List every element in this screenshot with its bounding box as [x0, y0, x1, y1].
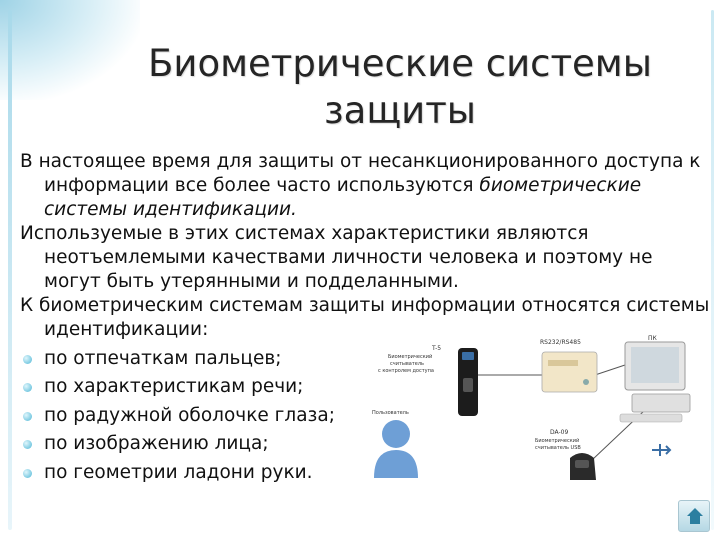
- list-item-text: по изображению лица;: [44, 433, 269, 454]
- computer-icon: [620, 342, 690, 422]
- paragraph-1-emphasis: биометрические системы идентификации.: [44, 175, 642, 220]
- da-desc-2: считыватель USB: [535, 445, 581, 451]
- list-item-text: по отпечаткам пальцев;: [44, 347, 282, 369]
- bullet-dot-icon: [23, 355, 32, 364]
- usb-icon: [652, 444, 670, 456]
- bullet-dot-icon: [23, 412, 32, 421]
- user-label: Пользователь: [372, 410, 409, 416]
- list-item-text: по характеристикам речи;: [44, 376, 304, 397]
- slide-title: [90, 40, 710, 134]
- list-item-text: по геометрии ладони руки.: [44, 461, 313, 483]
- usb-fingerprint-reader: [570, 453, 596, 480]
- t5-desc-2: считыватель: [390, 361, 424, 367]
- paragraph-1-text: В настоящее время для защиты от несанкционированного доступа к информации все более часто используются: [20, 151, 701, 196]
- fingerprint-reader-t5: [458, 348, 478, 416]
- left-decorative-rule: [8, 10, 12, 530]
- da-label: DA-09: [550, 429, 569, 436]
- rs-converter: [542, 352, 597, 392]
- pc-label: ПК: [648, 335, 657, 342]
- title-line-1: Биометрические системы: [148, 42, 652, 85]
- biometric-system-diagram: [370, 330, 700, 485]
- paragraph-1: [20, 150, 710, 222]
- right-decorative-rule: [711, 10, 714, 530]
- diagram-svg: [370, 330, 700, 485]
- connector-line: [595, 365, 625, 375]
- t5-desc-1: Биометрический: [388, 354, 433, 360]
- t5-desc-3: с контролем доступа: [378, 368, 434, 374]
- t5-label: T-5: [432, 345, 442, 352]
- paragraph-2: Используемые в этих системах характеристики являются неотъемлемыми качествами личности человека и поэтому не могут быть утерянными и подделанными.: [20, 223, 653, 292]
- paragraph-3: К биометрическим системам защиты информации относятся системы идентификации:: [20, 295, 710, 340]
- rs-label: RS232/RS485: [540, 339, 581, 346]
- home-nav-button[interactable]: [678, 500, 710, 532]
- title-line-2: защиты: [323, 89, 476, 132]
- bullet-dot-icon: [23, 383, 32, 392]
- bullet-dot-icon: [23, 469, 32, 478]
- list-item-text: по радужной оболочке глаза;: [44, 404, 335, 426]
- home-nav-icon: [685, 506, 705, 526]
- bullet-dot-icon: [23, 440, 32, 449]
- person-icon: [374, 420, 418, 478]
- da-desc-1: Биометрический: [535, 438, 580, 444]
